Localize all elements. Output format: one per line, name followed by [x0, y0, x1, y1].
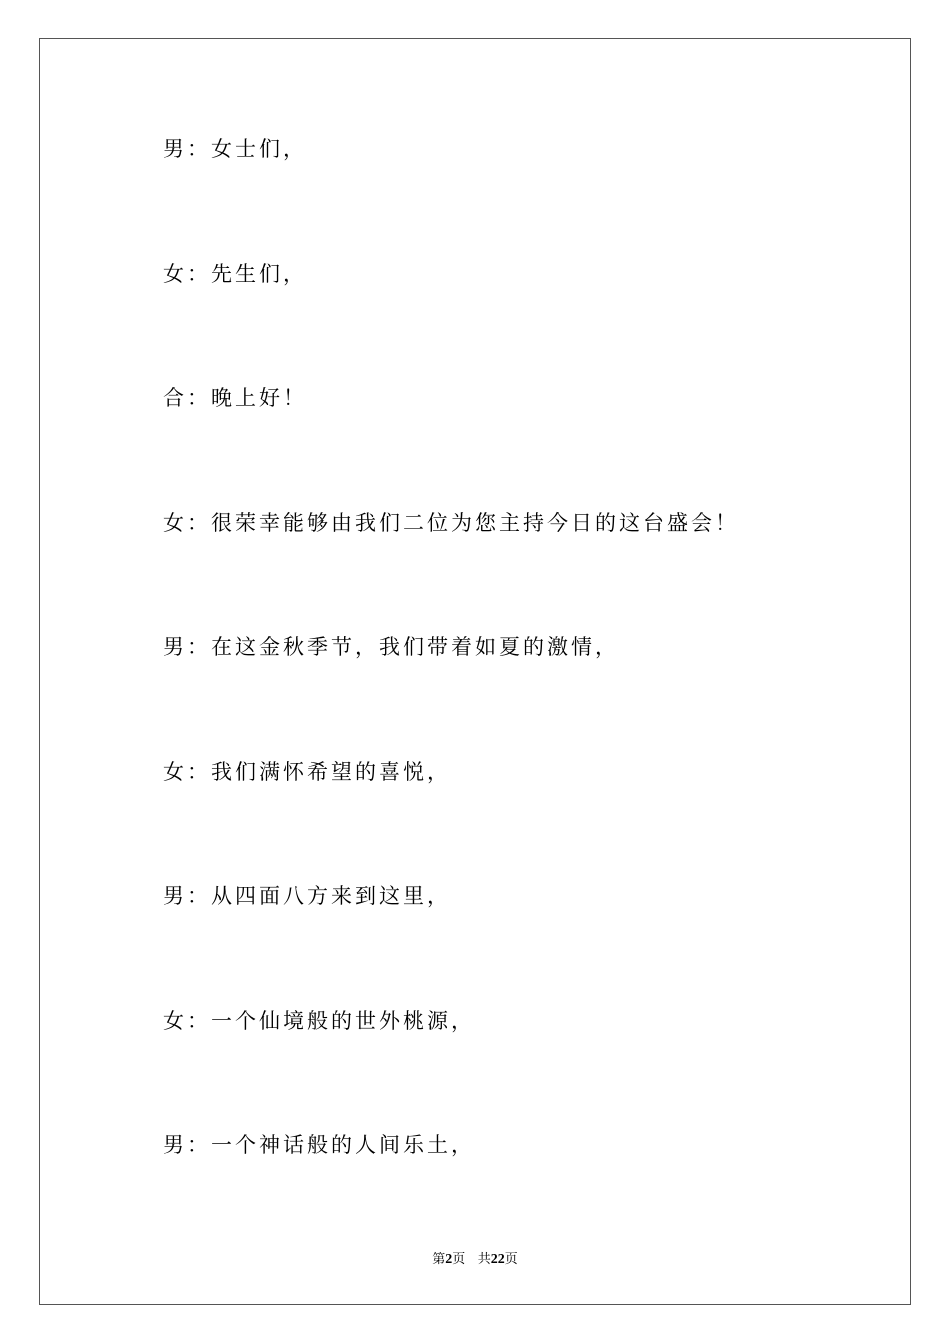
dialogue-line: 男：从四面八方来到这里， [163, 884, 451, 908]
footer-total-suffix: 页 [504, 1252, 518, 1267]
dialogue-line: 合：晚上好！ [163, 386, 307, 410]
dialogue-line: 男：一个神话般的人间乐土， [163, 1133, 475, 1157]
footer-page-number: 2 [445, 1252, 453, 1267]
dialogue-line: 男：在这金秋季节，我们带着如夏的激情， [163, 635, 619, 659]
dialogue-line: 女：很荣幸能够由我们二位为您主持今日的这台盛会！ [163, 511, 739, 535]
footer-page-suffix: 页 [452, 1252, 466, 1267]
dialogue-line: 男：女士们， [163, 137, 307, 161]
dialogue-line: 女：我们满怀希望的喜悦， [163, 760, 451, 784]
footer-total-prefix: 共 [477, 1252, 491, 1267]
page-footer [0, 1248, 950, 1268]
footer-total-number: 22 [490, 1252, 505, 1267]
footer-page-prefix: 第 [432, 1252, 446, 1267]
dialogue-line: 女：先生们， [163, 262, 307, 286]
dialogue-line: 女：一个仙境般的世外桃源， [163, 1009, 475, 1033]
page-frame [39, 38, 911, 1305]
